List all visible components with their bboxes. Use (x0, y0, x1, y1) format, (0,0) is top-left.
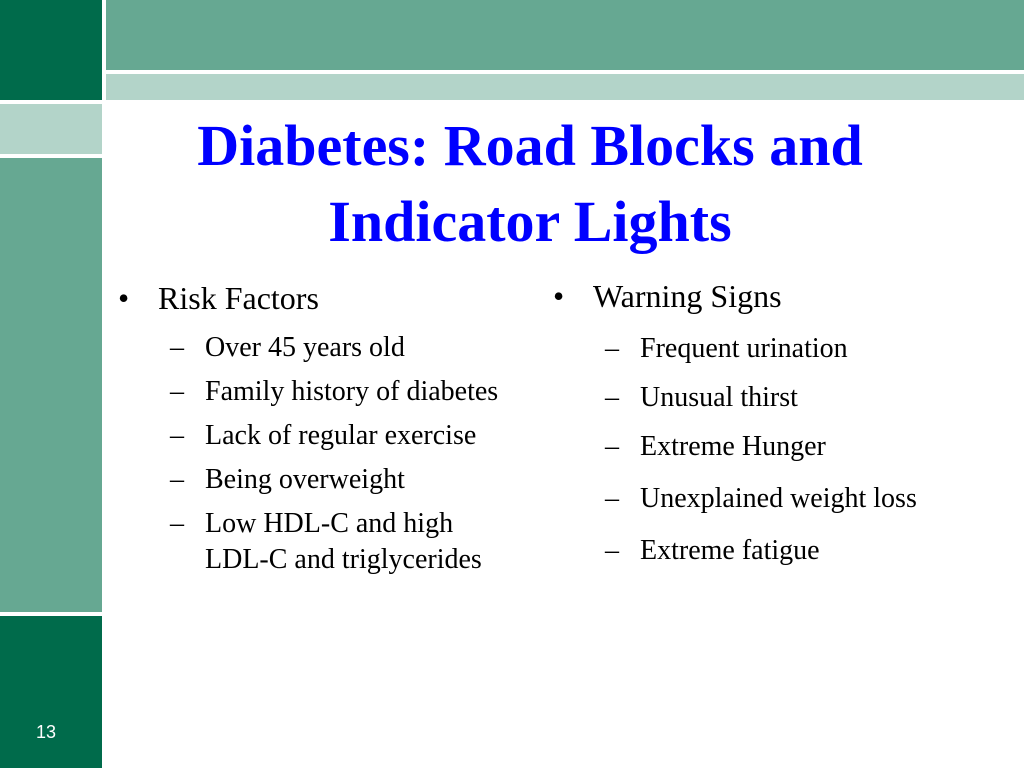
dash-icon: – (170, 420, 184, 451)
decor-block-dark-bottom (0, 616, 102, 768)
dash-icon: – (605, 483, 619, 514)
warning-signs-heading-row (553, 276, 933, 316)
list-item-text: Frequent urination (640, 333, 848, 364)
dash-icon: – (605, 333, 619, 364)
dash-icon: – (170, 464, 184, 495)
list-item (170, 506, 518, 578)
warning-signs-column (553, 276, 933, 569)
decor-bar-light-top (106, 74, 1024, 100)
list-item (605, 478, 933, 520)
risk-factors-heading: Risk Factors (158, 280, 319, 316)
warning-signs-list (605, 331, 933, 569)
warning-signs-heading: Warning Signs (593, 278, 782, 314)
dash-icon: – (170, 376, 184, 407)
list-item-text: Unusual thirst (640, 382, 798, 413)
dash-icon: – (170, 332, 184, 363)
list-item-text: Lack of regular exercise (205, 420, 477, 451)
list-item-text: Extreme fatigue (640, 535, 820, 566)
list-item (605, 331, 933, 367)
list-item (605, 429, 933, 465)
list-item-text: Extreme Hunger (640, 431, 826, 462)
decor-block-dark-top (0, 0, 102, 100)
list-item (605, 533, 933, 569)
dash-icon: – (170, 508, 184, 539)
decor-block-mid-left (0, 158, 102, 612)
list-item-text: Being overweight (205, 464, 405, 495)
dash-icon: – (605, 431, 619, 462)
decor-block-light-left (0, 104, 102, 154)
list-item-text: Family history of diabetes (205, 376, 499, 407)
list-item (170, 330, 518, 366)
list-item-text: Unexplained weight loss (640, 483, 917, 514)
risk-factors-column (118, 278, 518, 578)
dash-icon: – (605, 535, 619, 566)
list-item (605, 380, 933, 416)
risk-factors-heading-row (118, 278, 518, 318)
list-item-text: Low HDL-C and high LDL-C and triglycerides (205, 508, 482, 575)
list-item (170, 462, 518, 498)
decor-bar-mid-top (106, 0, 1024, 70)
dash-icon: – (605, 382, 619, 413)
page-number: 13 (36, 722, 57, 742)
bullet-icon: • (118, 280, 130, 316)
list-item-text: Over 45 years old (205, 332, 405, 363)
bullet-icon: • (553, 278, 565, 314)
list-item (170, 418, 518, 454)
slide-title: Diabetes: Road Blocks and Indicator Lights (197, 113, 863, 254)
list-item (170, 374, 518, 410)
risk-factors-list (170, 330, 518, 578)
